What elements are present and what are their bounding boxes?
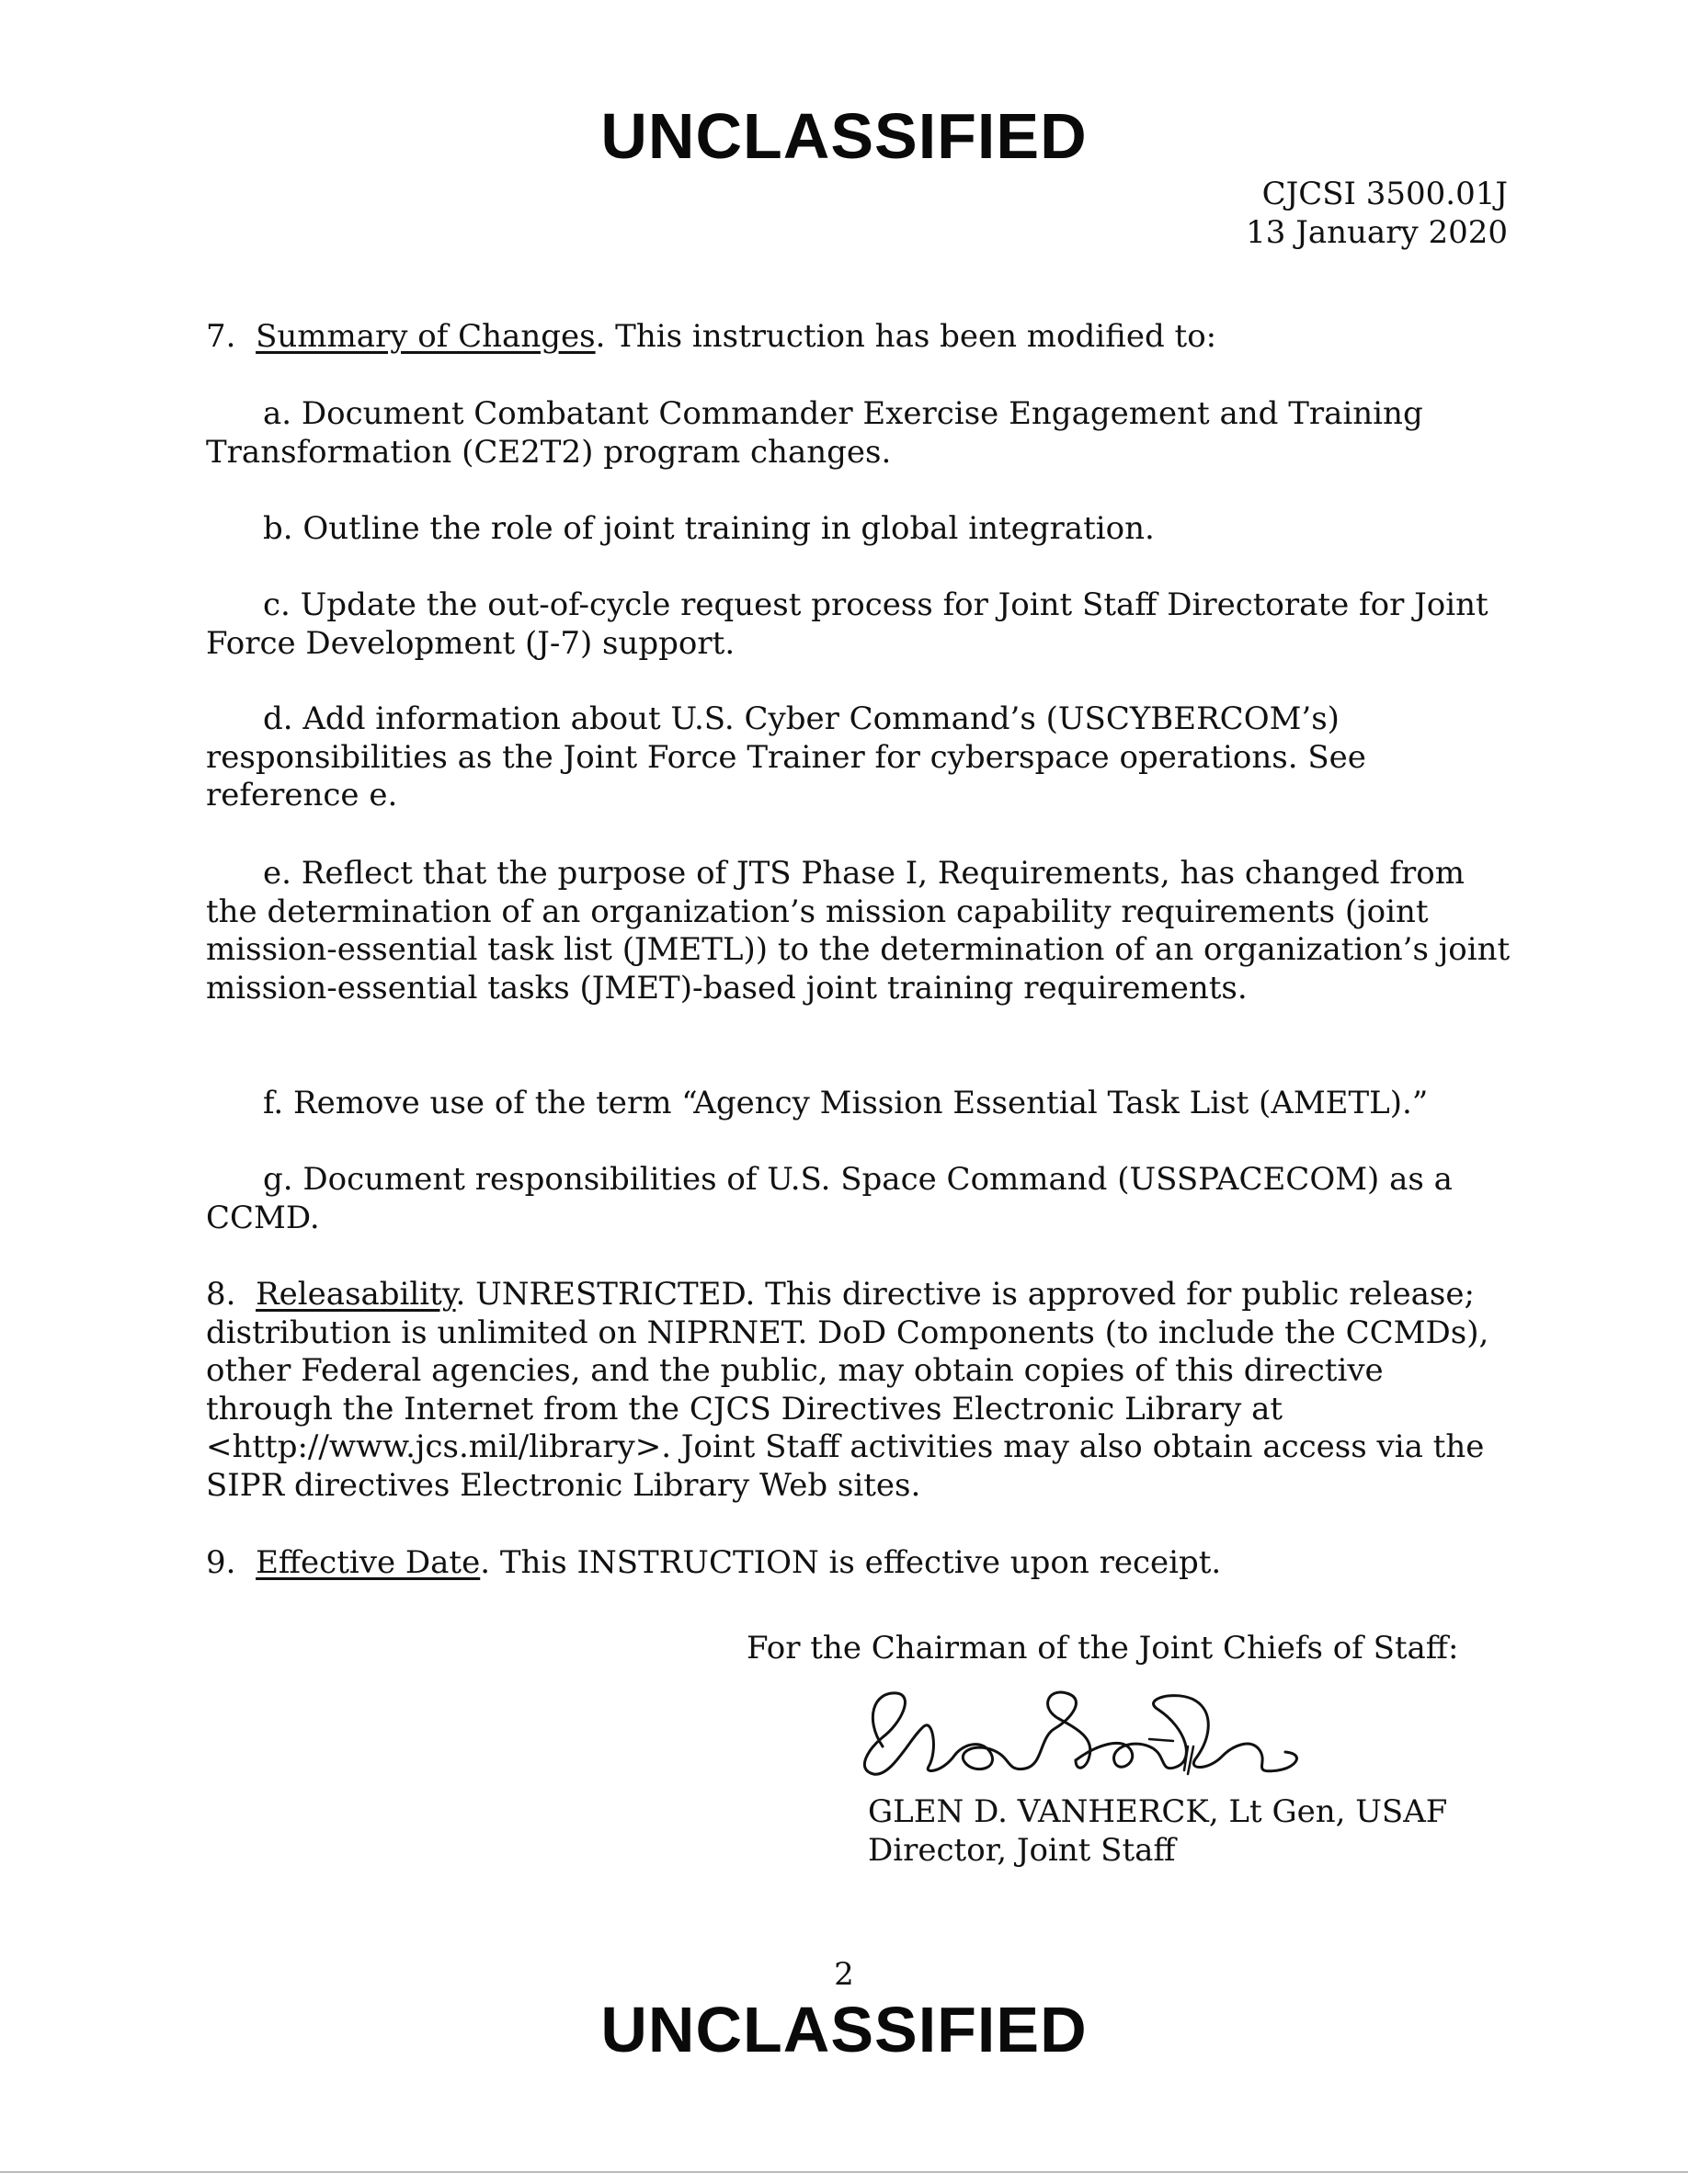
document-number: CJCSI 3500.01J bbox=[1261, 176, 1508, 212]
section-8 bbox=[206, 1276, 1517, 1505]
paragraph-7f bbox=[206, 1085, 1517, 1123]
section-number: 9. bbox=[206, 1544, 236, 1581]
classification-header: UNCLASSIFIED bbox=[600, 100, 1088, 172]
handwritten-signature bbox=[846, 1682, 1342, 1792]
paragraph-text: d. Add information about U.S. Cyber Command’s (USCYBERCOM’s) responsibilities as the Joint Force Trainer for cyberspace operations. See reference e. bbox=[206, 700, 1366, 813]
paragraph-text: b. Outline the role of joint training in global integration. bbox=[263, 510, 1155, 547]
section-title: Releasability bbox=[256, 1276, 456, 1313]
section-number: 7. bbox=[206, 318, 236, 355]
paragraph-text: a. Document Combatant Commander Exercise Engagement and Training Transformation (CE2T2) program changes. bbox=[206, 395, 1423, 471]
section-title: Effective Date bbox=[256, 1544, 481, 1581]
paragraph-7a bbox=[206, 395, 1517, 472]
document-identifier bbox=[1246, 175, 1508, 252]
paragraph-text: c. Update the out-of-cycle request process for Joint Staff Directorate for Joint Force Development (J-7) support. bbox=[206, 586, 1488, 662]
signatory-block bbox=[868, 1792, 1447, 1870]
section-text: . UNRESTRICTED. This directive is approved for public release; distribution is unlimited on NIPRNET. DoD Components (to include the CCMDs), other Federal agencies, and the public, may obtain copies of this directive through the Internet from the CJCS Directives Electronic Library at <http://www.jcs.mil/library>. Joint Staff activities may also obtain access via the SIPR directives Electronic Library Web sites. bbox=[206, 1276, 1489, 1504]
document-date: 13 January 2020 bbox=[1246, 214, 1508, 251]
paragraph-text: e. Reflect that the purpose of JTS Phase I, Requirements, has changed from the determination of an organization’s mission capability requirements (joint mission-essential task list (JMETL)) to the determination of an organization’s joint mission-essential tasks (JMET)-based joint training requirements. bbox=[206, 855, 1511, 1007]
classification-footer: UNCLASSIFIED bbox=[600, 1994, 1088, 2065]
signature-for-line: For the Chairman of the Joint Chiefs of Staff: bbox=[747, 1630, 1459, 1666]
section-text: . This INSTRUCTION is effective upon receipt. bbox=[480, 1544, 1222, 1581]
paragraph-7d bbox=[206, 700, 1517, 815]
section-7-heading bbox=[206, 318, 1517, 357]
paragraph-text: f. Remove use of the term “Agency Mission Essential Task List (AMETL).” bbox=[263, 1085, 1429, 1121]
section-intro: . This instruction has been modified to: bbox=[595, 318, 1217, 355]
section-title: Summary of Changes bbox=[256, 318, 596, 355]
signatory-title: Director, Joint Staff bbox=[868, 1832, 1176, 1869]
paragraph-text: g. Document responsibilities of U.S. Space Command (USSPACECOM) as a CCMD. bbox=[206, 1161, 1453, 1236]
section-number: 8. bbox=[206, 1276, 236, 1313]
scan-edge-rule bbox=[0, 2171, 1688, 2173]
signatory-name: GLEN D. VANHERCK, Lt Gen, USAF bbox=[868, 1793, 1448, 1830]
section-9 bbox=[206, 1544, 1517, 1583]
page-number: 2 bbox=[834, 1956, 854, 1993]
paragraph-7c bbox=[206, 586, 1517, 663]
paragraph-7g bbox=[206, 1161, 1517, 1237]
paragraph-7b bbox=[206, 510, 1517, 549]
paragraph-7e bbox=[206, 855, 1517, 1007]
